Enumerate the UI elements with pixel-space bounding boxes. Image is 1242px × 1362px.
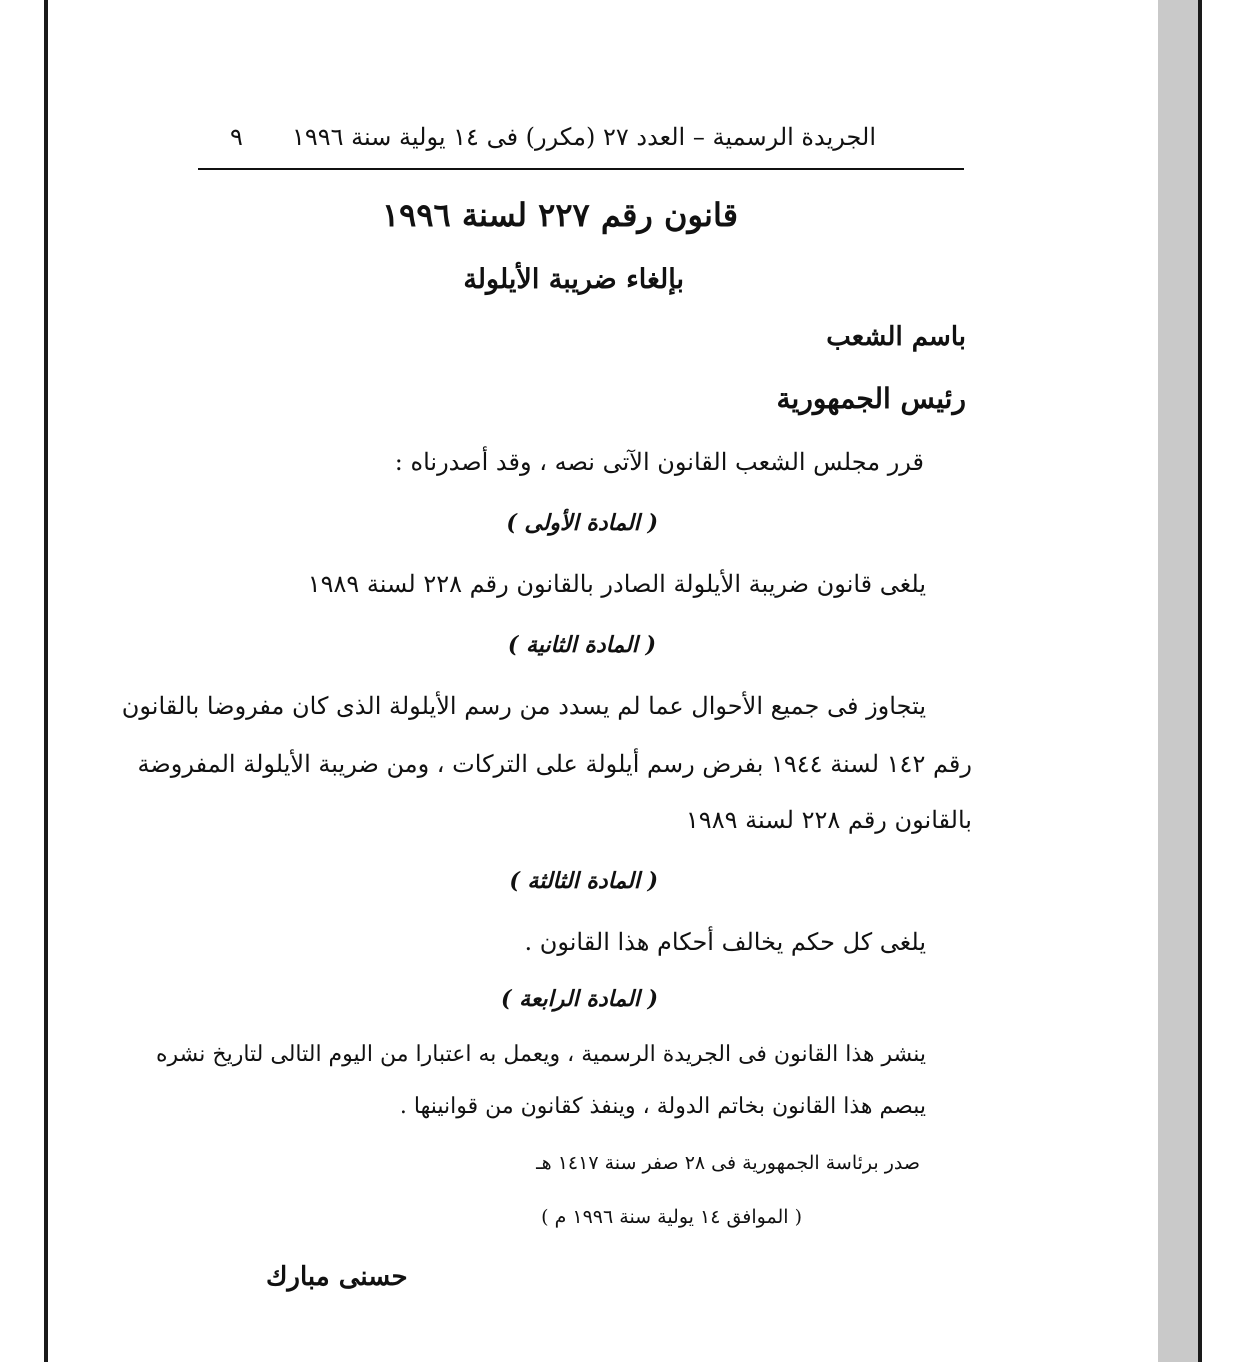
corresponding-date: ( الموافق ١٤ يولية سنة ١٩٩٦ م ) — [541, 1206, 802, 1228]
article-2-line-3: بالقانون رقم ٢٢٨ لسنة ١٩٨٩ — [685, 806, 972, 834]
article-4-line-1: ينشر هذا القانون فى الجريدة الرسمية ، ويعمل به اعتبارا من اليوم التالى لتاريخ نشره — [155, 1042, 926, 1067]
in-name-of-people: باسم الشعب — [826, 322, 966, 352]
gazette-page — [52, 0, 1158, 1362]
signature: حسنى مبارك — [266, 1262, 408, 1292]
intro-paragraph: قرر مجلس الشعب القانون الآتى نصه ، وقد أصدرناه : — [394, 448, 924, 476]
article-3-text: يلغى كل حكم يخالف أحكام هذا القانون . — [524, 928, 926, 956]
article-1-heading: ( المادة الأولى ) — [506, 510, 658, 536]
president-heading: رئيس الجمهورية — [776, 382, 966, 415]
page-number: ٩ — [230, 123, 243, 151]
article-2-heading: ( المادة الثانية ) — [507, 632, 656, 658]
article-3-heading: ( المادة الثالثة ) — [509, 868, 658, 894]
law-title: قانون رقم ٢٢٧ لسنة ١٩٩٦ — [381, 196, 738, 234]
page-right-shadow — [1158, 0, 1198, 1362]
law-subtitle: بإلغاء ضريبة الأيلولة — [463, 264, 684, 295]
article-4-heading: ( المادة الرابعة ) — [501, 986, 658, 1012]
header-rule — [198, 168, 964, 170]
article-2-line-1: يتجاوز فى جميع الأحوال عما لم يسدد من رسم الأيلولة الذى كان مفروضا بالقانون — [121, 692, 926, 720]
gazette-header-title: الجريدة الرسمية – العدد ٢٧ (مكرر) فى ١٤ يولية سنة ١٩٩٦ — [291, 123, 876, 151]
page-left-border — [0, 0, 48, 1362]
article-2-line-2: رقم ١٤٢ لسنة ١٩٤٤ بفرض رسم أيلولة على التركات ، ومن ضريبة الأيلولة المفروضة — [137, 750, 972, 778]
issued-date: صدر برئاسة الجمهورية فى ٢٨ صفر سنة ١٤١٧ هـ — [536, 1152, 920, 1174]
article-4-line-2: يبصم هذا القانون بخاتم الدولة ، وينفذ كقانون من قوانينها . — [399, 1094, 926, 1119]
page-right-border — [1198, 0, 1242, 1362]
article-1-text: يلغى قانون ضريبة الأيلولة الصادر بالقانون رقم ٢٢٨ لسنة ١٩٨٩ — [307, 570, 926, 598]
